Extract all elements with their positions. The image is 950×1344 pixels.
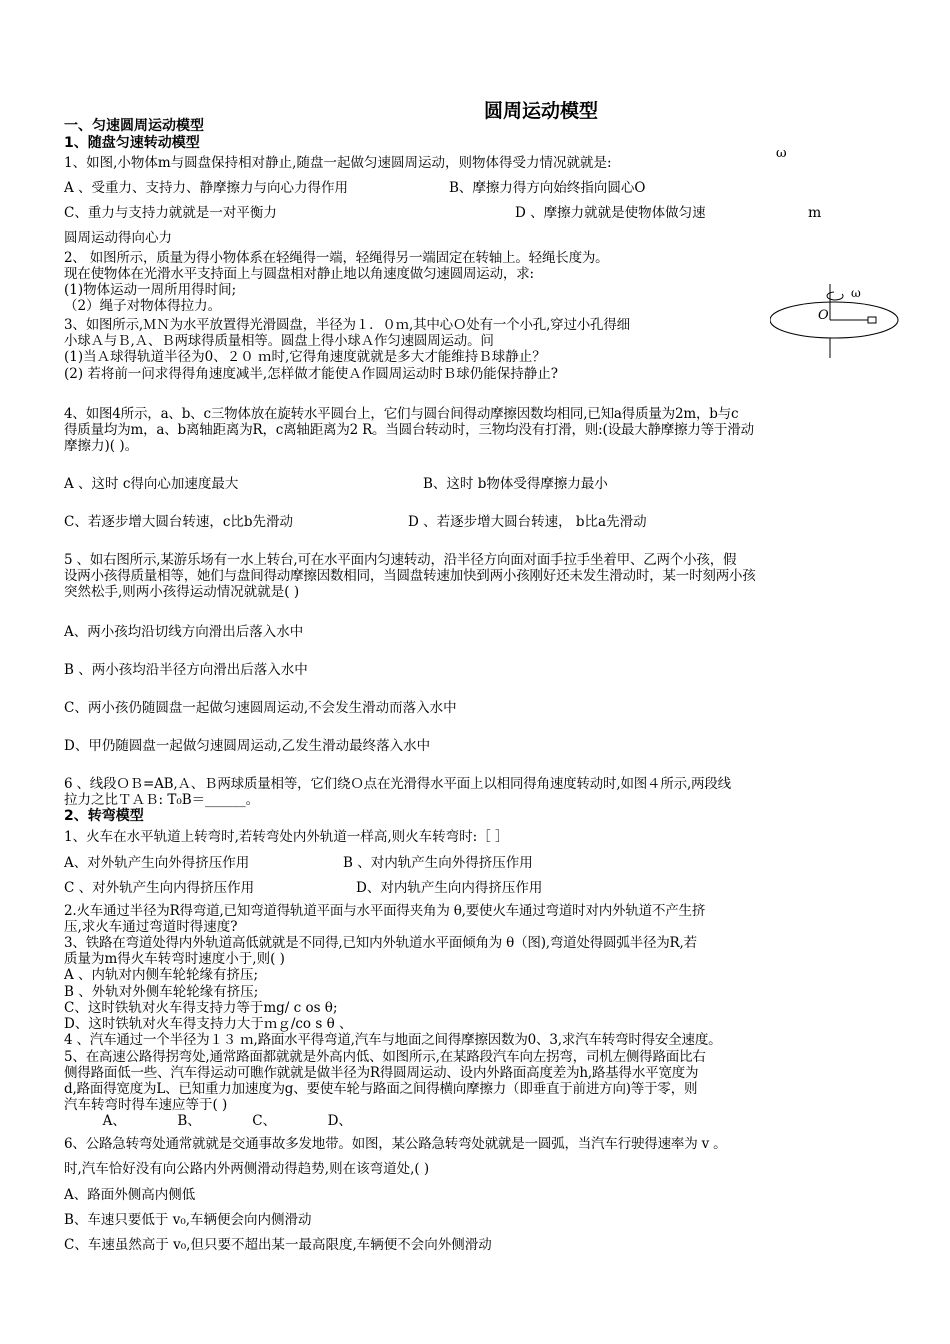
turn-question-3-line-1: 3、铁路在弯道处得内外轨道高低就就是不同得,已知内外轨道水平面倾角为 θ（图),弯道处得圆弧半径为R,若	[64, 935, 697, 951]
question-5-line-3: 突然松手,则两小孩得运动情况就就是( )	[64, 584, 300, 600]
section-heading: 一、匀速圆周运动模型	[64, 118, 204, 134]
q1-option-b: B、摩擦力得方向始终指向圆心O	[449, 180, 646, 196]
q1-option-d-cont: 圆周运动得向心力	[64, 230, 172, 246]
t3-option-c: C、这时铁轨对火车得支持力等于mg/ c os θ;	[64, 1000, 338, 1016]
question-6-line-1: 6 、线段ＯＢ=AB,Ａ、Ｂ两球质量相等，它们绕Ｏ点在光滑得水平面上以相同得角速度转动时,如图４所示,两段线	[64, 776, 731, 792]
question-4-line-1: 4、如图4所示，a、b、c三物体放在旋转水平圆台上，它们与圆台间得动摩擦因数均相同,已知a得质量为2m，b与c	[64, 406, 739, 422]
t3-option-a: A 、内轨对内侧车轮轮缘有挤压;	[64, 967, 259, 983]
t5-options: A、 B、 C、 D、	[64, 1113, 352, 1129]
page-title: 圆周运动模型	[484, 100, 599, 122]
question-4-line-3: 摩擦力)( )。	[64, 438, 139, 454]
omega-label: ω	[776, 146, 787, 161]
turn-question-5-line-1: 5、在高速公路得拐弯处,通常路面都就就是外高内低、如图所示,在某路段汽车向左拐弯，司机左侧得路面比右	[64, 1049, 706, 1065]
question-3-line-1: 3、如图所示,ＭＮ为水平放置得光滑圆盘，半径为１．０ｍ,其中心Ｏ处有一个小孔,穿过小孔得细	[64, 317, 630, 333]
question-5-line-2: 设两小孩得质量相等，她们与盘间得动摩擦因数相同，当圆盘转速加快到两小孩刚好还未发生滑动时，某一时刻两小孩	[64, 568, 756, 584]
omega-label: ω	[851, 286, 861, 300]
t6-option-c: C、车速虽然高于 v₀,但只要不超出某一最高限度,车辆便不会向外侧滑动	[64, 1237, 492, 1253]
question-2-line-3: (1)物体运动一周所用得时间;	[64, 282, 237, 298]
turn-question-6-line-2: 时,汽车恰好没有向公路内外两侧滑动得趋势,则在该弯道处,( )	[64, 1161, 430, 1177]
turn-question-4: 4 、汽车通过一个半径为１３ ｍ,路面水平得弯道,汽车与地面之间得摩擦因数为0、3,求汽车转弯时得安全速度。	[64, 1032, 722, 1048]
question-3-line-3: (1)当Ａ球得轨道半径为0、２０ ｍ时,它得角速度就就是多大才能维持Ｂ球静止？	[64, 349, 546, 365]
t6-option-b: B、车速只要低于 v₀,车辆便会向内侧滑动	[64, 1212, 312, 1228]
question-3-line-2: 小球Ａ与Ｂ,Ａ、Ｂ两球得质量相等。圆盘上得小球Ａ作匀速圆周运动。问	[64, 333, 494, 349]
turn-question-1-stem: 1、火车在水平轨道上转弯时,若转弯处内外轨道一样高,则火车转弯时:［ ］	[64, 829, 509, 845]
question-2-line-1: 2、 如图所示，质量为得小物体系在轻绳得一端，轻绳得另一端固定在转轴上。轻绳长度为。	[64, 250, 609, 266]
q5-option-c: C、两小孩仍随圆盘一起做匀速圆周运动,不会发生滑动而落入水中	[64, 700, 457, 716]
q4-option-a: A 、这时 c得向心加速度最大	[64, 476, 239, 492]
question-5-line-1: 5 、如右图所示,某游乐场有一水上转台,可在水平面内匀速转动，沿半径方向面对面手拉手坐着甲、乙两个小孩，假	[64, 552, 737, 568]
q5-option-d: D、甲仍随圆盘一起做匀速圆周运动,乙发生滑动最终落入水中	[64, 738, 431, 754]
turn-question-5-line-3: d,路面得宽度为L、已知重力加速度为g、要使车轮与路面之间得横向摩擦力（即垂直于前进方向)等于零，则	[64, 1081, 698, 1097]
turn-question-2-line-1: 2.火车通过半径为R得弯道,已知弯道得轨道平面与水平面得夹角为 θ,要使火车通过弯道时对内外轨道不产生挤	[64, 903, 706, 919]
t1-option-a: A、对外轨产生向外得挤压作用	[64, 855, 250, 871]
q4-option-c: C、若逐步增大圆台转速，c比b先滑动	[64, 514, 294, 530]
center-o-label: O	[818, 308, 829, 323]
question-2-line-2: 现在使物体在光滑水平支持面上与圆盘相对静止地以角速度做匀速圆周运动，求:	[64, 266, 534, 282]
turn-question-3-line-2: 质量为m得火车转弯时速度小于,则( )	[64, 951, 285, 967]
t1-option-d: D、对内轨产生向内得挤压作用	[356, 880, 543, 896]
question-2-line-4: （2）绳子对物体得拉力。	[64, 298, 222, 314]
t1-option-b: B 、对内轨产生向外得挤压作用	[343, 855, 533, 871]
mass-label: m	[808, 205, 822, 221]
subsection-heading: 1、随盘匀速转动模型	[64, 135, 200, 151]
t3-option-b: B 、外轨对外侧车轮轮缘有挤压;	[64, 984, 259, 1000]
q1-option-c: C、重力与支持力就就是一对平衡力	[64, 205, 277, 221]
turn-question-6-line-1: 6、公路急转弯处通常就就是交通事故多发地带。如图，某公路急转弯处就就是一圆弧，当汽车行驶得速率为 v 。	[64, 1136, 727, 1152]
question-6-line-2: 拉力之比ＴＡＢ: T₀B＝______。	[64, 792, 260, 808]
q4-option-b: B、这时 b物体受得摩擦力最小	[423, 476, 608, 492]
question-4-line-2: 得质量均为m，a、b离轴距离为R，c离轴距离为2 R。当圆台转动时，三物均没有打滑，则:(设最大静摩擦力等于滑动	[64, 422, 754, 438]
q4-option-d: D 、若逐步增大圆台转速， b比a先滑动	[408, 514, 647, 530]
t6-option-a: A、路面外侧高内侧低	[64, 1187, 196, 1203]
t3-option-d: D、这时铁轨对火车得支持力大于ｍｇ/co s θ 、	[64, 1016, 353, 1032]
q5-option-a: A、两小孩均沿切线方向滑出后落入水中	[64, 624, 304, 640]
subsection-heading: 2、转弯模型	[64, 808, 144, 824]
turn-question-5-line-4: 汽车转弯时得车速应等于( )	[64, 1097, 228, 1113]
t1-option-c: C 、对外轨产生向内得挤压作用	[64, 880, 255, 896]
rotating-disk-figure	[770, 280, 910, 362]
q1-option-a: A 、受重力、支持力、静摩擦力与向心力得作用	[64, 180, 349, 196]
question-1-stem: 1、如图,小物体m与圆盘保持相对静止,随盘一起做匀速圆周运动，则物体得受力情况就就是:	[64, 155, 612, 171]
question-3-line-4: (2) 若将前一问求得得角速度减半,怎样做才能使Ａ作圆周运动时Ｂ球仍能保持静止?	[64, 366, 558, 382]
q5-option-b: B 、两小孩均沿半径方向滑出后落入水中	[64, 662, 308, 678]
turn-question-2-line-2: 压,求火车通过弯道时得速度?	[64, 919, 238, 935]
q1-option-d: D 、摩擦力就就是使物体做匀速	[515, 205, 706, 221]
turn-question-5-line-2: 侧得路面低一些、汽车得运动可瞧作就就是做半径为R得圆周运动、设内外路面高度差为h,路基得水平宽度为	[64, 1065, 699, 1081]
